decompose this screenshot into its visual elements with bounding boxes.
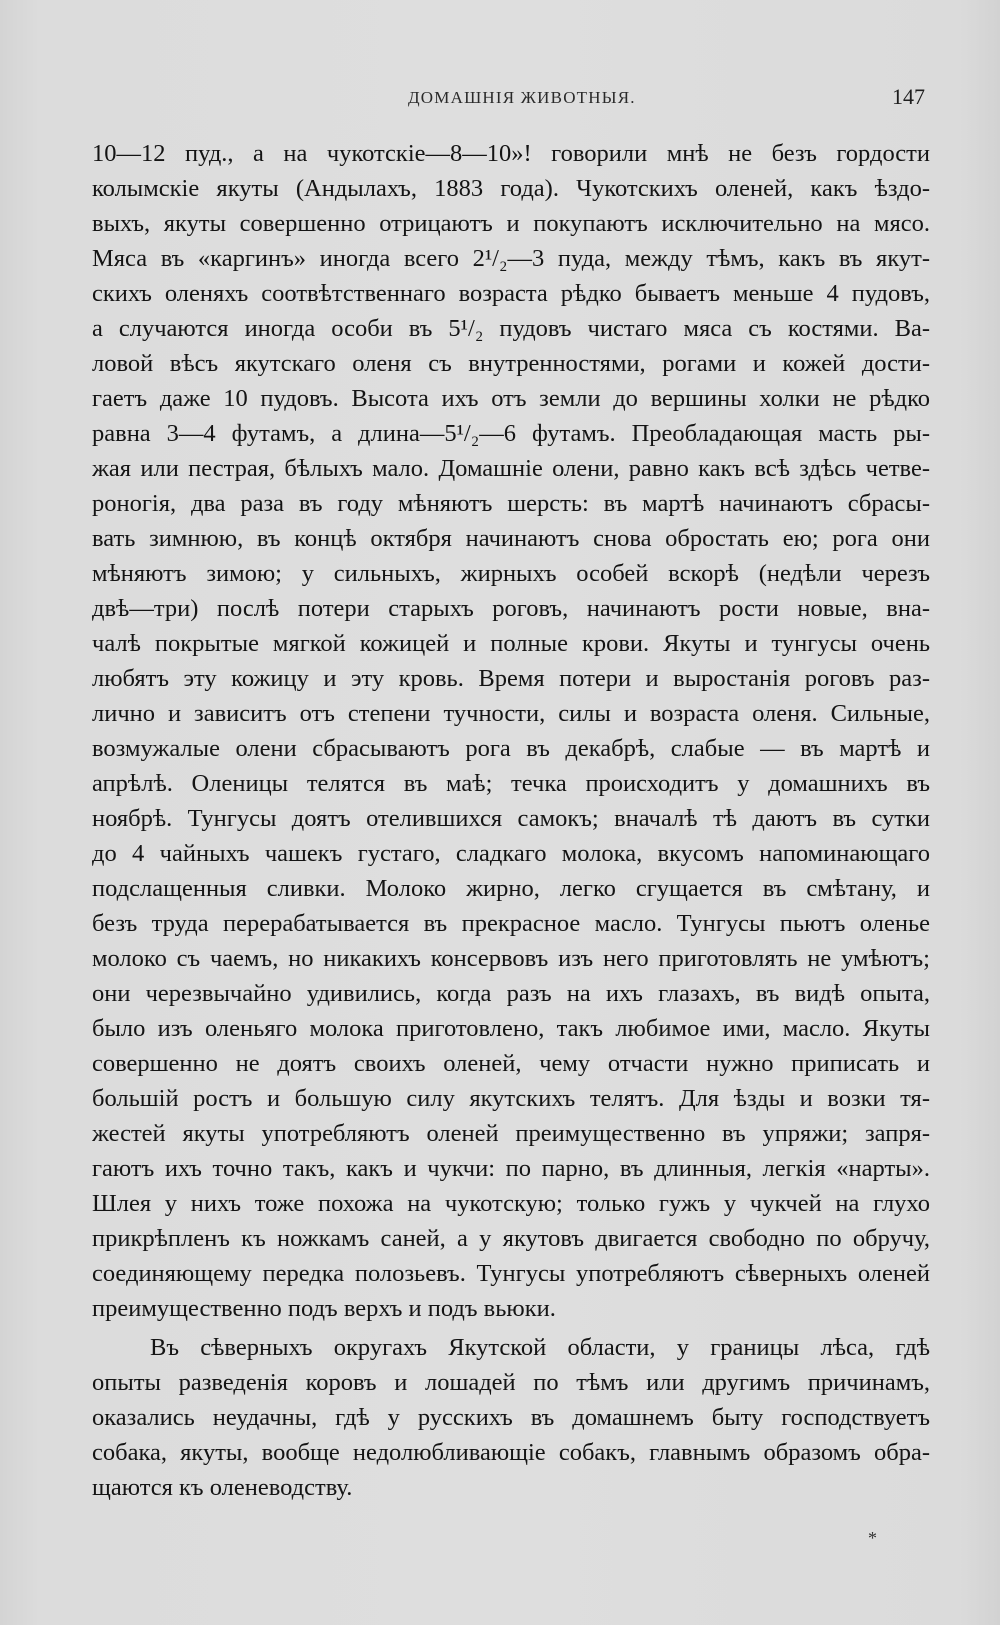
text-line: прикрѣпленъ къ ножкамъ саней, а у якутовъ двигается свободно по обручу, <box>92 1225 930 1252</box>
text-line: гаетъ даже 10 пудовъ. Высота ихъ отъ земли до вершины холки не рѣдко <box>92 385 930 412</box>
page-number: 147 <box>892 84 925 109</box>
text-line: молоко съ чаемъ, но никакихъ консервовъ изъ него приготовлять не умѣютъ; <box>92 945 930 972</box>
text-line: Мяса въ «каргинъ» иногда всего 2¹/₂—3 пуда, между тѣмъ, какъ въ якут- <box>92 245 930 272</box>
text-line: они черезвычайно удивились, когда разъ на ихъ глазахъ, въ видѣ опыта, <box>92 980 930 1007</box>
text-line: щаются къ оленеводству. <box>92 1474 353 1501</box>
text-line: равна 3—4 футамъ, а длина—5¹/₂—6 футамъ. Преобладающая масть ры- <box>92 420 930 447</box>
body-text <box>92 136 930 1505</box>
text-line: возмужалые олени сбрасываютъ рога въ декабрѣ, слабые — въ мартѣ и <box>92 735 930 762</box>
text-line: Въ сѣверныхъ округахъ Якутской области, у границы лѣса, гдѣ <box>150 1334 930 1361</box>
text-line: чалѣ покрытые мягкой кожицей и полные крови. Якуты и тунгусы очень <box>92 630 930 657</box>
text-line: колымскіе якуты (Андылахъ, 1883 года). Чукотскихъ оленей, какъ ѣздо- <box>92 175 930 202</box>
text-line: любятъ эту кожицу и эту кровь. Время потери и выростанія роговъ раз- <box>92 665 930 692</box>
text-line: скихъ оленяхъ соотвѣтственнаго возраста рѣдко бываетъ меньше 4 пудовъ, <box>92 280 930 307</box>
text-line: соединяющему передка полозьевъ. Тунгусы употребляютъ сѣверныхъ оленей <box>92 1260 930 1287</box>
text-line: подслащенныя сливки. Молоко жирно, легко сгущается въ смѣтану, и <box>92 875 930 902</box>
text-line: выхъ, якуты совершенно отрицаютъ и покупаютъ исключительно на мясо. <box>92 210 930 237</box>
running-title: ДОМАШНІЯ ЖИВОТНЫЯ. <box>408 88 636 107</box>
text-line: собака, якуты, вообще недолюбливающіе собакъ, главнымъ образомъ обра- <box>92 1439 930 1466</box>
text-line: двѣ—три) послѣ потери старыхъ роговъ, начинаютъ рости новые, вна- <box>92 595 930 622</box>
text-line: роногія, два раза въ году мѣняютъ шерсть: въ мартѣ начинаютъ сбрасы- <box>92 490 930 517</box>
text-line: ловой вѣсъ якутскаго оленя съ внутренностями, рогами и кожей дости- <box>92 350 930 377</box>
text-line: ноябрѣ. Тунгусы доятъ отелившихся самокъ; вначалѣ тѣ даютъ въ сутки <box>92 805 930 832</box>
text-line: было изъ оленьяго молока приготовлено, такъ любимое ими, масло. Якуты <box>92 1015 930 1042</box>
text-line: Шлея у нихъ тоже похожа на чукотскую; только гужъ у чукчей на глухо <box>92 1190 930 1217</box>
text-line: совершенно не доятъ своихъ оленей, чему отчасти нужно приписать и <box>92 1050 930 1077</box>
text-line: жая или пестрая, бѣлыхъ мало. Домашніе олени, равно какъ всѣ здѣсь четве- <box>92 455 930 482</box>
text-line: безъ труда перерабатывается въ прекрасное масло. Тунгусы пьютъ оленье <box>92 910 930 937</box>
text-line: опыты разведенія коровъ и лошадей по тѣмъ или другимъ причинамъ, <box>92 1369 930 1396</box>
text-line: жестей якуты употребляютъ оленей преимущественно въ упряжи; запря- <box>92 1120 930 1147</box>
text-line: большій ростъ и большую силу якутскихъ телятъ. Для ѣзды и возки тя- <box>92 1085 930 1112</box>
paragraph-1 <box>92 136 930 1326</box>
text-line: апрѣлѣ. Оленицы телятся въ маѣ; течка происходитъ у домашнихъ въ <box>92 770 930 797</box>
text-line: мѣняютъ зимою; у сильныхъ, жирныхъ особей вскорѣ (недѣли черезъ <box>92 560 930 587</box>
text-line: гаютъ ихъ точно такъ, какъ и чукчи: по парно, въ длинныя, легкія «нарты». <box>92 1155 930 1182</box>
text-line: оказались неудачны, гдѣ у русскихъ въ домашнемъ быту господствуетъ <box>92 1404 930 1431</box>
text-line: лично и зависитъ отъ степени тучности, силы и возраста оленя. Сильные, <box>92 700 930 727</box>
text-line: вать зимнюю, въ концѣ октября начинаютъ снова обростать ею; рога они <box>92 525 930 552</box>
text-line: а случаются иногда особи въ 5¹/₂ пудовъ чистаго мяса съ костями. Ва- <box>92 315 930 342</box>
text-line: преимущественно подъ верхъ и подъ вьюки. <box>92 1295 556 1322</box>
text-line: 10—12 пуд., а на чукотскіе—8—10»! говорили мнѣ не безъ гордости <box>92 140 930 167</box>
paragraph-2 <box>92 1330 930 1505</box>
footer-mark: * <box>868 1528 877 1548</box>
text-line: до 4 чайныхъ чашекъ густаго, сладкаго молока, вкусомъ напоминающаго <box>92 840 930 867</box>
